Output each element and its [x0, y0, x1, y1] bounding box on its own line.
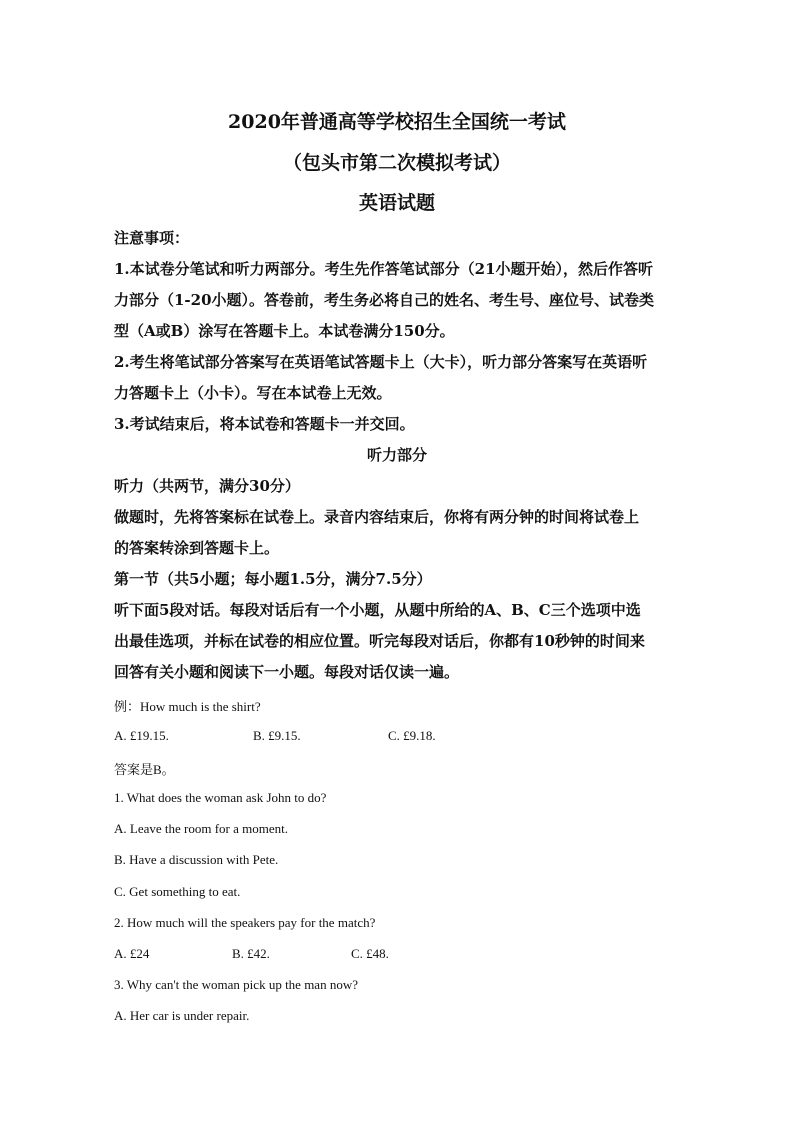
example-question: 例：How much is the shirt?	[114, 699, 261, 714]
section1-instructions-2: 出最佳选项，并标在试卷的相应位置。听完每段对话后，你都有10秒钟的时间来	[114, 632, 645, 650]
notes-heading: 注意事项：	[114, 229, 190, 247]
exam-subtitle: （包头市第二次模拟考试）	[282, 152, 511, 174]
q2-question: 2. How much will the speakers pay for the match?	[114, 915, 376, 930]
listening-instructions-2: 的答案转涂到答题卡上。	[114, 539, 280, 557]
listening-header: 听力（共两节，满分30分）	[114, 477, 300, 495]
listening-instructions-1: 做题时，先将答案标在试卷上。录音内容结束后，你将有两分钟的时间将试卷上	[114, 508, 640, 526]
example-option-a: A. £19.15.	[114, 728, 169, 743]
exam-subject: 英语试题	[358, 192, 435, 214]
q1-question: 1. What does the woman ask John to do?	[114, 790, 327, 805]
example-option-c: C. £9.18.	[388, 728, 436, 743]
q1-option-c: C. Get something to eat.	[114, 884, 241, 899]
section1-instructions-1: 听下面5段对话。每段对话后有一个小题，从题中所给的A、B、C三个选项中选	[114, 601, 641, 619]
notes-line-2: 力部分（1-20小题）。答卷前，考生务必将自己的姓名、考生号、座位号、试卷类	[114, 291, 655, 309]
example-answer: 答案是B。	[114, 762, 175, 777]
q1-option-b: B. Have a discussion with Pete.	[114, 852, 279, 867]
q1-option-a: A. Leave the room for a moment.	[114, 821, 288, 836]
exam-title: 2020年普通高等学校招生全国统一考试	[228, 111, 566, 133]
q2-option-a: A. £24	[114, 946, 150, 961]
section1-title: 第一节（共5小题；每小题1.5分，满分7.5分）	[114, 570, 432, 588]
example-option-b: B. £9.15.	[253, 728, 301, 743]
q3-question: 3. Why can't the woman pick up the man now?	[114, 977, 358, 992]
notes-line-4: 2.考生将笔试部分答案写在英语笔试答题卡上（大卡），听力部分答案写在英语听	[114, 353, 648, 371]
section1-instructions-3: 回答有关小题和阅读下一小题。每段对话仅读一遍。	[114, 663, 460, 681]
notes-line-5: 力答题卡上（小卡）。写在本试卷上无效。	[114, 384, 392, 402]
listening-part-title: 听力部分	[366, 446, 427, 464]
q2-option-b: B. £42.	[232, 946, 270, 961]
notes-line-3: 型（A或B）涂写在答题卡上。本试卷满分150分。	[114, 322, 455, 340]
notes-line-1: 1.本试卷分笔试和听力两部分。考生先作答笔试部分（21小题开始），然后作答听	[114, 260, 654, 278]
notes-line-6: 3.考试结束后，将本试卷和答题卡一并交回。	[114, 415, 415, 433]
q2-option-c: C. £48.	[351, 946, 389, 961]
q3-option-a: A. Her car is under repair.	[114, 1008, 250, 1023]
